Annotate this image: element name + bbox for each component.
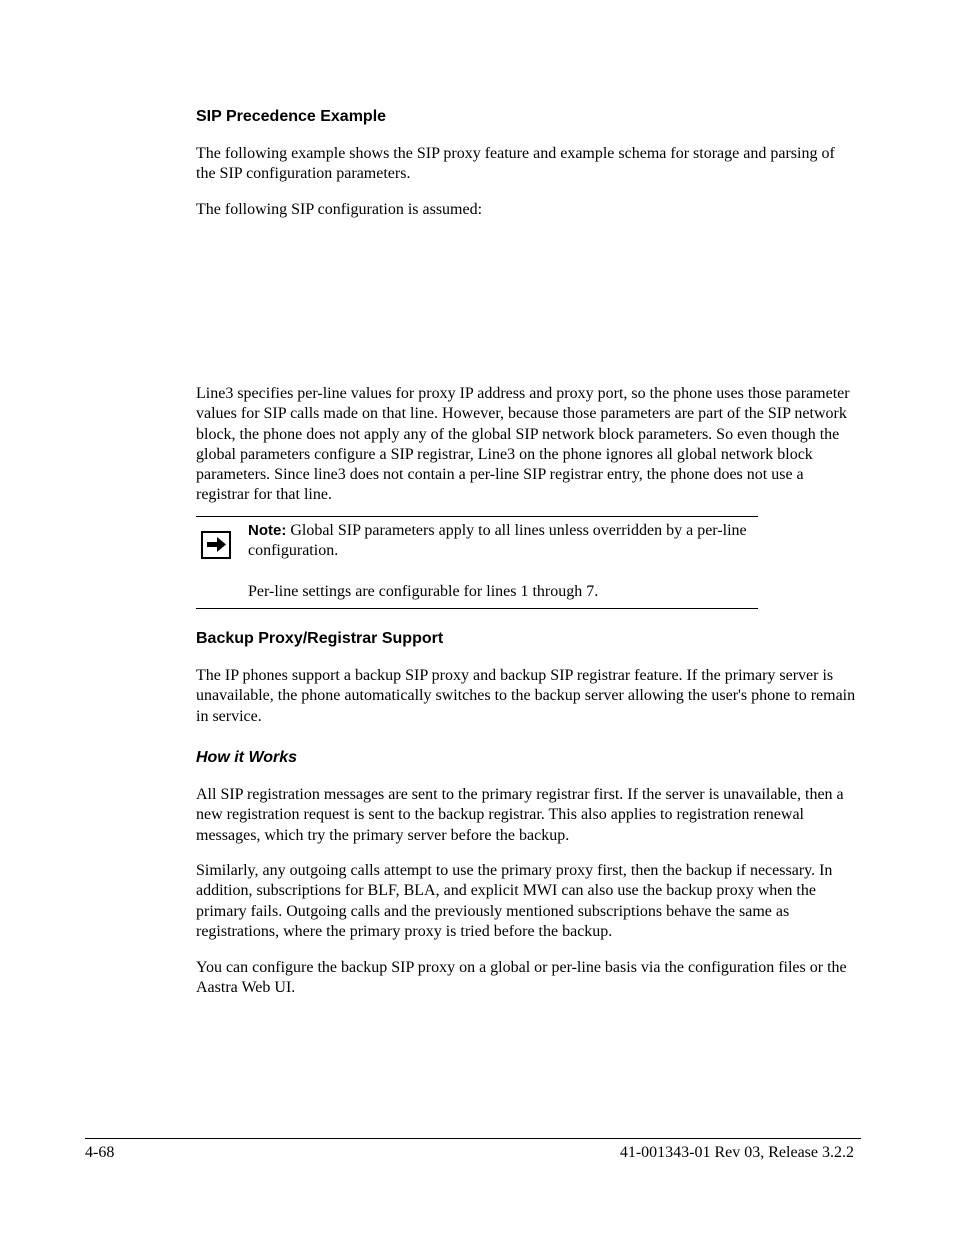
note-text: Global SIP parameters apply to all lines unless overridden by a per-line configuration. [248, 522, 747, 560]
section-heading-how-it-works: How it Works [196, 749, 298, 766]
paragraph-outgoing-calls: Similarly, any outgoing calls attempt to use the primary proxy first, then the backup if necessary. In addition, subscriptions for BLF, BLA, and explicit MWI can also use the backup proxy when the primary fails. Outgoing calls and the previously mentioned subscriptions behave the same as registrations, where the primary proxy is tried before the backup. [196, 862, 833, 940]
document-id: 41-001343-01 Rev 03, Release 3.2.2 [619, 1144, 854, 1161]
note-body [248, 521, 748, 562]
footer-rule [85, 1138, 861, 1139]
page-number: 4-68 [85, 1144, 115, 1161]
note-label: Note: [248, 522, 287, 539]
paragraph-configure-backup: You can configure the backup SIP proxy on a global or per-line basis via the configuration files or the Aastra Web UI. [196, 959, 847, 997]
paragraph-config-assumed: The following SIP configuration is assumed: [196, 201, 483, 218]
note-top-rule [196, 516, 758, 517]
section-heading-backup-proxy: Backup Proxy/Registrar Support [196, 630, 444, 647]
note-bottom-rule [196, 608, 758, 609]
paragraph-registration: All SIP registration messages are sent to the primary registrar first. If the server is unavailable, then a new registration request is sent to the backup registrar. This also applies to registration renewal messages, which try the primary server before the backup. [196, 786, 844, 844]
arrow-right-icon [201, 531, 231, 559]
paragraph-line3-explanation: Line3 specifies per-line values for proxy IP address and proxy port, so the phone uses those parameter values for SIP calls made on that line. However, because those parameters are part of the SIP network block, the phone does not apply any of the global SIP network block parameters. So even though the global parameters configure a SIP registrar, Line3 on the phone ignores all global network block parameters. Since line3 does not contain a per-line SIP registrar entry, the phone does not use a registrar for that line. [196, 385, 850, 504]
paragraph-intro: The following example shows the SIP proxy feature and example schema for storage and parsing of the SIP configuration parameters. [196, 145, 835, 183]
section-heading-sip-precedence: SIP Precedence Example [196, 108, 387, 125]
note-text-lines: Per-line settings are configurable for lines 1 through 7. [248, 583, 599, 600]
paragraph-backup-intro: The IP phones support a backup SIP proxy and backup SIP registrar feature. If the primary server is unavailable, the phone automatically switches to the backup server allowing the user's phone to remain in service. [196, 667, 856, 725]
